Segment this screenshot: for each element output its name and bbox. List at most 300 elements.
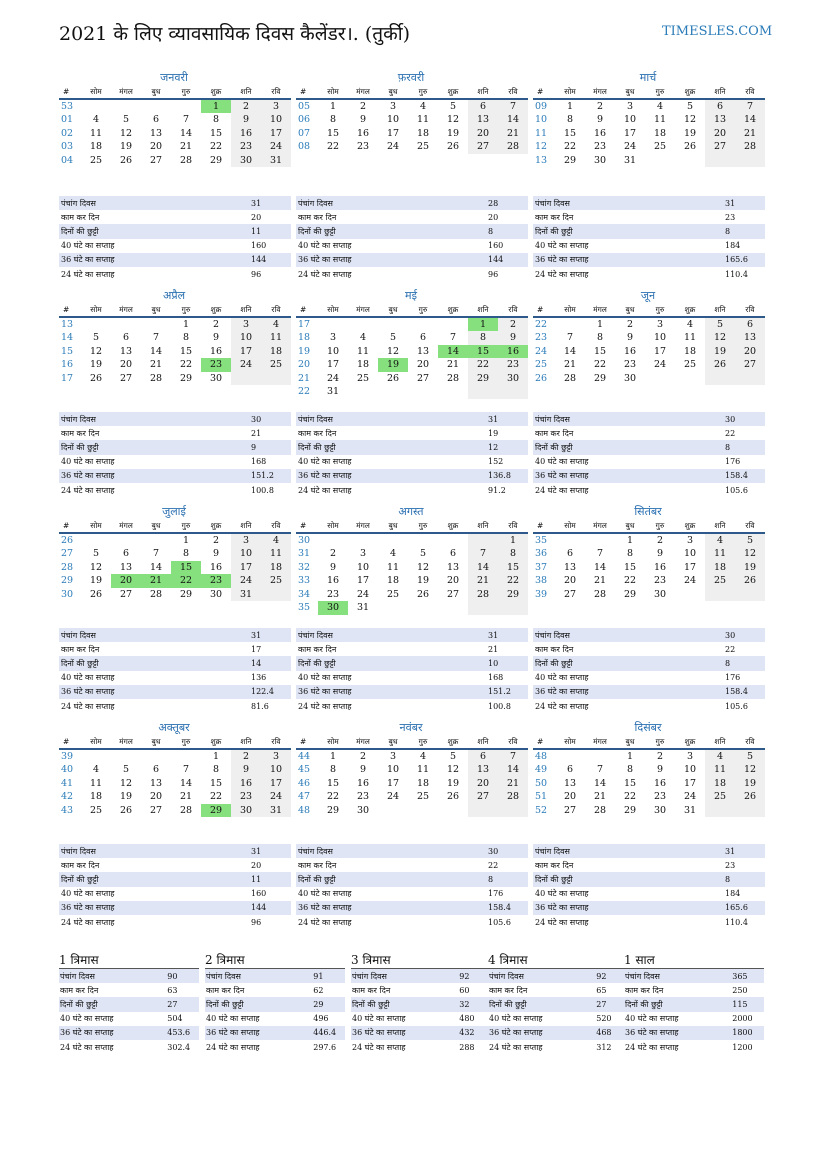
stat-row	[296, 642, 528, 656]
stat-row	[296, 685, 528, 699]
day-cell: 18	[89, 141, 103, 153]
day-cell	[408, 804, 438, 818]
week-number: 27	[61, 548, 74, 560]
day-cell: 3	[329, 332, 337, 344]
stat-label: पंचांग दिवस	[535, 414, 570, 424]
weekday-header: सोम	[555, 304, 585, 318]
week-number: 22	[535, 318, 548, 330]
weekday-header: रवि	[498, 520, 528, 534]
stat-row	[296, 887, 528, 901]
day-cell	[111, 534, 141, 548]
day-cell	[645, 372, 675, 386]
week-number: 42	[61, 791, 74, 803]
day-cell: 9	[656, 548, 664, 560]
stat-row	[59, 469, 291, 483]
stat-row	[296, 239, 528, 253]
site-link[interactable]: TIMESLES.COM	[662, 24, 773, 39]
day-cell: 3	[389, 750, 397, 762]
month-grid	[296, 736, 526, 831]
stat-row	[296, 253, 528, 267]
day-cell: 1	[626, 750, 634, 762]
day-cell: 5	[735, 750, 765, 764]
day-cell: 13	[149, 127, 163, 139]
day-cell: 12	[89, 561, 103, 573]
day-cell: 16	[231, 127, 261, 141]
stat-label: पंचांग दिवस	[298, 414, 333, 424]
day-cell: 7	[596, 548, 604, 560]
stat-value: 158.4	[488, 903, 511, 913]
stat-value: 165.6	[725, 903, 748, 913]
stat-row	[59, 253, 291, 267]
weekday-header: रवि	[261, 86, 291, 100]
stat-row	[533, 887, 765, 901]
day-cell: 1	[626, 534, 634, 546]
stat-row	[59, 412, 291, 426]
month-stats	[533, 412, 765, 497]
month-name: अप्रैल	[162, 289, 186, 302]
week-number: 38	[535, 575, 548, 587]
stat-row	[296, 915, 528, 929]
day-cell: 17	[261, 777, 291, 791]
week-number: 33	[298, 575, 311, 587]
weekday-header: #	[296, 736, 318, 750]
weekday-header: #	[533, 86, 555, 100]
stat-label: 36 घंटे का सप्ताह	[298, 255, 352, 265]
week-number: 28	[61, 561, 74, 573]
stat-row	[533, 671, 765, 685]
weekday-header: गुरु	[408, 520, 438, 534]
weekday-header: #	[296, 86, 318, 100]
day-cell: 24	[623, 141, 637, 153]
day-cell: 1	[329, 100, 337, 112]
day-cell: 10	[326, 345, 340, 357]
day-cell: 17	[623, 127, 637, 139]
weekday-header: सोम	[81, 520, 111, 534]
weekday-header: गुरु	[645, 736, 675, 750]
day-cell: 13	[149, 777, 163, 789]
month-name: मार्च	[639, 71, 657, 84]
week-number: 53	[61, 100, 74, 112]
month-name: जून	[640, 289, 656, 302]
day-cell	[378, 534, 408, 548]
stat-row	[59, 642, 291, 656]
day-cell: 24	[356, 588, 370, 600]
stat-value: 250	[732, 985, 748, 995]
month-calendar	[533, 288, 763, 399]
stat-label: पंचांग दिवस	[60, 971, 95, 981]
day-cell: 20	[111, 574, 141, 588]
day-cell: 8	[498, 547, 528, 561]
day-cell: 2	[596, 100, 604, 112]
month-stats	[533, 196, 765, 281]
stat-label: 40 घंटे का सप्ताह	[61, 889, 115, 899]
day-cell	[438, 601, 468, 615]
stat-label: 36 घंटे का सप्ताह	[60, 1028, 114, 1038]
month-name: जनवरी	[160, 71, 188, 84]
month-stats	[59, 412, 291, 497]
month-grid	[59, 304, 289, 399]
weekday-header: गुरु	[408, 86, 438, 100]
day-cell: 9	[212, 332, 220, 344]
stat-value: 30	[251, 414, 262, 424]
stat-value: 27	[167, 999, 178, 1009]
day-cell: 11	[416, 764, 430, 776]
stat-value: 31	[251, 630, 262, 640]
day-cell: 20	[468, 127, 498, 141]
stat-row	[296, 440, 528, 454]
day-cell: 26	[119, 804, 133, 816]
stat-value: 22	[725, 428, 736, 438]
day-cell: 10	[386, 114, 400, 126]
stat-value: 105.6	[725, 701, 748, 711]
weekday-header: शनि	[705, 304, 735, 318]
weekday-header: सोम	[555, 736, 585, 750]
weekday-header: बुध	[615, 304, 645, 318]
day-cell: 22	[171, 574, 201, 588]
stat-label: दिनों की छुट्टी	[535, 442, 573, 452]
day-cell: 2	[359, 750, 367, 762]
day-cell: 25	[386, 588, 400, 600]
stat-row	[624, 983, 764, 997]
period-summary	[488, 951, 628, 1054]
day-cell	[585, 534, 615, 548]
month-grid	[533, 736, 763, 831]
day-cell: 4	[261, 318, 291, 332]
day-cell: 27	[416, 372, 430, 384]
stat-value: 65	[596, 985, 607, 995]
day-cell: 8	[182, 548, 190, 560]
day-cell: 24	[386, 791, 400, 803]
day-cell: 16	[593, 127, 607, 139]
stat-value: 468	[596, 1028, 612, 1038]
weekday-header: गुरु	[171, 86, 201, 100]
day-cell: 21	[563, 359, 577, 371]
day-cell: 5	[686, 100, 694, 112]
day-cell: 4	[359, 332, 367, 344]
weekday-header: सोम	[555, 86, 585, 100]
day-cell: 15	[326, 127, 340, 139]
stat-row	[533, 699, 765, 713]
week-number: 16	[61, 359, 74, 371]
day-cell	[141, 534, 171, 548]
weekday-header: गुरु	[171, 304, 201, 318]
stat-row	[59, 1026, 199, 1040]
day-cell: 2	[212, 318, 220, 330]
day-cell: 3	[261, 750, 291, 764]
day-cell: 30	[318, 601, 348, 615]
day-cell: 12	[386, 345, 400, 357]
weekday-header: मंगल	[585, 736, 615, 750]
stat-label: काम कर दिन	[298, 860, 337, 870]
week-number: 22	[298, 386, 311, 398]
weekday-header: शुक्र	[675, 520, 705, 534]
week-number: 07	[298, 127, 311, 139]
stat-label: काम कर दिन	[60, 985, 99, 995]
day-cell	[468, 804, 498, 818]
week-number: 30	[298, 534, 311, 546]
month-stats	[59, 628, 291, 713]
day-cell: 12	[683, 114, 697, 126]
day-cell	[705, 154, 735, 168]
stat-label: दिनों की छुट्टी	[535, 874, 573, 884]
day-cell: 24	[683, 575, 697, 587]
stat-row	[533, 483, 765, 497]
week-number: 09	[535, 100, 548, 112]
stat-value: 302.4	[167, 1042, 191, 1052]
day-cell: 28	[593, 588, 607, 600]
period-summary	[59, 951, 199, 1054]
stat-label: 24 घंटे का सप्ताह	[625, 1042, 679, 1052]
stat-label: काम कर दिन	[489, 985, 528, 995]
day-cell: 6	[122, 548, 130, 560]
stat-row	[296, 412, 528, 426]
stat-label: 36 घंटे का सप्ताह	[535, 687, 589, 697]
stat-row	[533, 858, 765, 872]
weekday-header: सोम	[318, 304, 348, 318]
day-cell: 16	[623, 345, 637, 357]
day-cell: 19	[416, 575, 430, 587]
day-cell: 7	[596, 764, 604, 776]
stat-row	[205, 1026, 345, 1040]
day-cell	[378, 804, 408, 818]
stat-label: दिनों की छुट्टी	[535, 658, 573, 668]
stat-value: 30	[488, 846, 499, 856]
day-cell: 3	[656, 318, 664, 330]
day-cell: 1	[201, 100, 231, 114]
month-name: मई	[405, 289, 417, 302]
stat-row	[205, 969, 345, 983]
day-cell: 22	[563, 141, 577, 153]
stat-value: 62	[313, 985, 324, 995]
day-cell: 13	[705, 113, 735, 127]
weekday-header: मंगल	[111, 86, 141, 100]
day-cell: 12	[416, 561, 430, 573]
day-cell: 30	[653, 588, 667, 600]
stat-label: 24 घंटे का सप्ताह	[535, 269, 589, 279]
stat-row	[296, 901, 528, 915]
stat-label: काम कर दिन	[206, 985, 245, 995]
day-cell: 15	[171, 561, 201, 575]
stat-value: 520	[596, 1014, 612, 1024]
day-cell: 6	[152, 114, 160, 126]
week-number: 17	[61, 372, 74, 384]
day-cell: 8	[596, 332, 604, 344]
period-summary	[624, 951, 764, 1054]
stat-label: दिनों की छुट्टी	[61, 442, 99, 452]
day-cell: 22	[209, 141, 223, 153]
day-cell: 28	[735, 140, 765, 154]
week-number: 49	[535, 764, 548, 776]
stat-row	[296, 196, 528, 210]
stat-label: पंचांग दिवस	[298, 846, 333, 856]
stat-value: 115	[732, 999, 748, 1009]
week-number: 19	[298, 345, 311, 357]
stat-label: काम कर दिन	[61, 644, 100, 654]
day-cell	[81, 750, 111, 764]
day-cell: 16	[653, 777, 667, 789]
stat-label: काम कर दिन	[298, 212, 337, 222]
day-cell: 13	[563, 777, 577, 789]
stat-value: 1200	[732, 1042, 753, 1052]
day-cell: 16	[209, 345, 223, 357]
day-cell: 30	[356, 804, 370, 816]
day-cell: 7	[182, 764, 190, 776]
day-cell: 2	[498, 318, 528, 332]
day-cell: 31	[261, 804, 291, 818]
week-number: 34	[298, 588, 311, 600]
day-cell: 10	[386, 764, 400, 776]
stat-value: 496	[313, 1014, 329, 1024]
day-cell: 6	[419, 332, 427, 344]
day-cell: 27	[705, 140, 735, 154]
stat-row	[205, 997, 345, 1011]
stat-row	[296, 872, 528, 886]
stat-row	[533, 412, 765, 426]
week-number: 47	[298, 791, 311, 803]
stat-row	[59, 671, 291, 685]
weekday-header: बुध	[378, 520, 408, 534]
day-cell: 3	[626, 100, 634, 112]
stat-row	[533, 685, 765, 699]
day-cell	[318, 534, 348, 548]
day-cell	[261, 372, 291, 386]
stat-row	[624, 1012, 764, 1026]
week-number: 51	[535, 791, 548, 803]
day-cell: 14	[179, 127, 193, 139]
stat-label: 36 घंटे का सप्ताह	[61, 471, 115, 481]
day-cell: 2	[212, 534, 220, 546]
stat-value: 136	[251, 673, 267, 683]
stat-row	[533, 469, 765, 483]
day-cell: 25	[705, 574, 735, 588]
month-calendar	[533, 70, 763, 181]
week-number: 31	[298, 548, 311, 560]
stat-label: 40 घंटे का सप्ताह	[206, 1014, 260, 1024]
day-cell: 21	[735, 127, 765, 141]
weekday-header: शुक्र	[438, 86, 468, 100]
day-cell: 16	[356, 777, 370, 789]
day-cell: 17	[386, 127, 400, 139]
day-cell: 29	[623, 804, 637, 816]
day-cell: 25	[261, 358, 291, 372]
stat-label: 36 घंटे का सप्ताह	[61, 903, 115, 913]
day-cell	[348, 318, 378, 332]
day-cell: 4	[389, 548, 397, 560]
weekday-header: रवि	[498, 304, 528, 318]
stat-row	[533, 210, 765, 224]
day-cell	[171, 100, 201, 114]
week-number: 45	[298, 764, 311, 776]
day-cell: 2	[359, 100, 367, 112]
stat-label: दिनों की छुट्टी	[489, 999, 527, 1009]
day-cell: 11	[705, 547, 735, 561]
stat-label: 40 घंटे का सप्ताह	[625, 1014, 679, 1024]
weekday-header: सोम	[318, 736, 348, 750]
week-number: 01	[61, 114, 74, 126]
day-cell: 28	[446, 372, 460, 384]
stat-label: 24 घंटे का सप्ताह	[61, 269, 115, 279]
day-cell: 18	[89, 791, 103, 803]
month-name: सितंबर	[634, 505, 662, 518]
weekday-header: #	[533, 304, 555, 318]
stat-row	[59, 455, 291, 469]
day-cell: 6	[468, 750, 498, 764]
week-number: 32	[298, 561, 311, 573]
day-cell: 30	[209, 372, 223, 384]
stat-value: 11	[251, 874, 262, 884]
day-cell	[735, 588, 765, 602]
day-cell: 20	[563, 575, 577, 587]
stat-label: 24 घंटे का सप्ताह	[352, 1042, 406, 1052]
stat-value: 21	[251, 428, 262, 438]
stat-label: 40 घंटे का सप्ताह	[352, 1014, 406, 1024]
stat-row	[59, 858, 291, 872]
stat-row	[296, 426, 528, 440]
day-cell: 22	[326, 141, 340, 153]
day-cell: 29	[563, 154, 577, 166]
stat-row	[59, 901, 291, 915]
stat-label: पंचांग दिवस	[206, 971, 241, 981]
day-cell: 20	[563, 791, 577, 803]
day-cell: 22	[593, 359, 607, 371]
day-cell: 7	[152, 548, 160, 560]
day-cell: 31	[261, 154, 291, 168]
weekday-header: शनि	[231, 520, 261, 534]
day-cell: 7	[735, 100, 765, 114]
weekday-header: बुध	[378, 736, 408, 750]
day-cell: 25	[356, 372, 370, 384]
stat-row	[59, 628, 291, 642]
stat-row	[296, 844, 528, 858]
stat-value: 17	[251, 644, 262, 654]
stat-value: 29	[313, 999, 324, 1009]
stat-value: 28	[488, 198, 499, 208]
stat-row	[296, 656, 528, 670]
day-cell: 8	[329, 764, 337, 776]
period-title: 3 त्रिमास	[351, 951, 491, 969]
day-cell	[81, 534, 111, 548]
stat-label: काम कर दिन	[535, 644, 574, 654]
day-cell	[261, 588, 291, 602]
day-cell: 9	[498, 331, 528, 345]
stat-row	[59, 267, 291, 281]
day-cell: 26	[416, 588, 430, 600]
day-cell: 18	[416, 127, 430, 139]
weekday-header: #	[59, 520, 81, 534]
stat-row	[533, 844, 765, 858]
stat-value: 144	[251, 255, 267, 265]
day-cell: 13	[468, 763, 498, 777]
day-cell	[555, 750, 585, 764]
stat-value: 105.6	[488, 917, 511, 927]
day-cell: 29	[498, 588, 528, 602]
day-cell: 9	[656, 764, 664, 776]
day-cell: 21	[498, 777, 528, 791]
day-cell: 30	[653, 804, 667, 816]
stat-value: 110.4	[725, 269, 748, 279]
stat-row	[533, 656, 765, 670]
day-cell: 29	[179, 372, 193, 384]
stat-value: 160	[251, 241, 267, 251]
day-cell: 23	[593, 141, 607, 153]
stat-label: काम कर दिन	[535, 212, 574, 222]
week-number: 06	[298, 114, 311, 126]
stat-value: 22	[725, 644, 736, 654]
stat-label: 36 घंटे का सप्ताह	[489, 1028, 543, 1038]
day-cell: 9	[231, 113, 261, 127]
day-cell	[231, 372, 261, 386]
day-cell: 17	[683, 777, 697, 789]
